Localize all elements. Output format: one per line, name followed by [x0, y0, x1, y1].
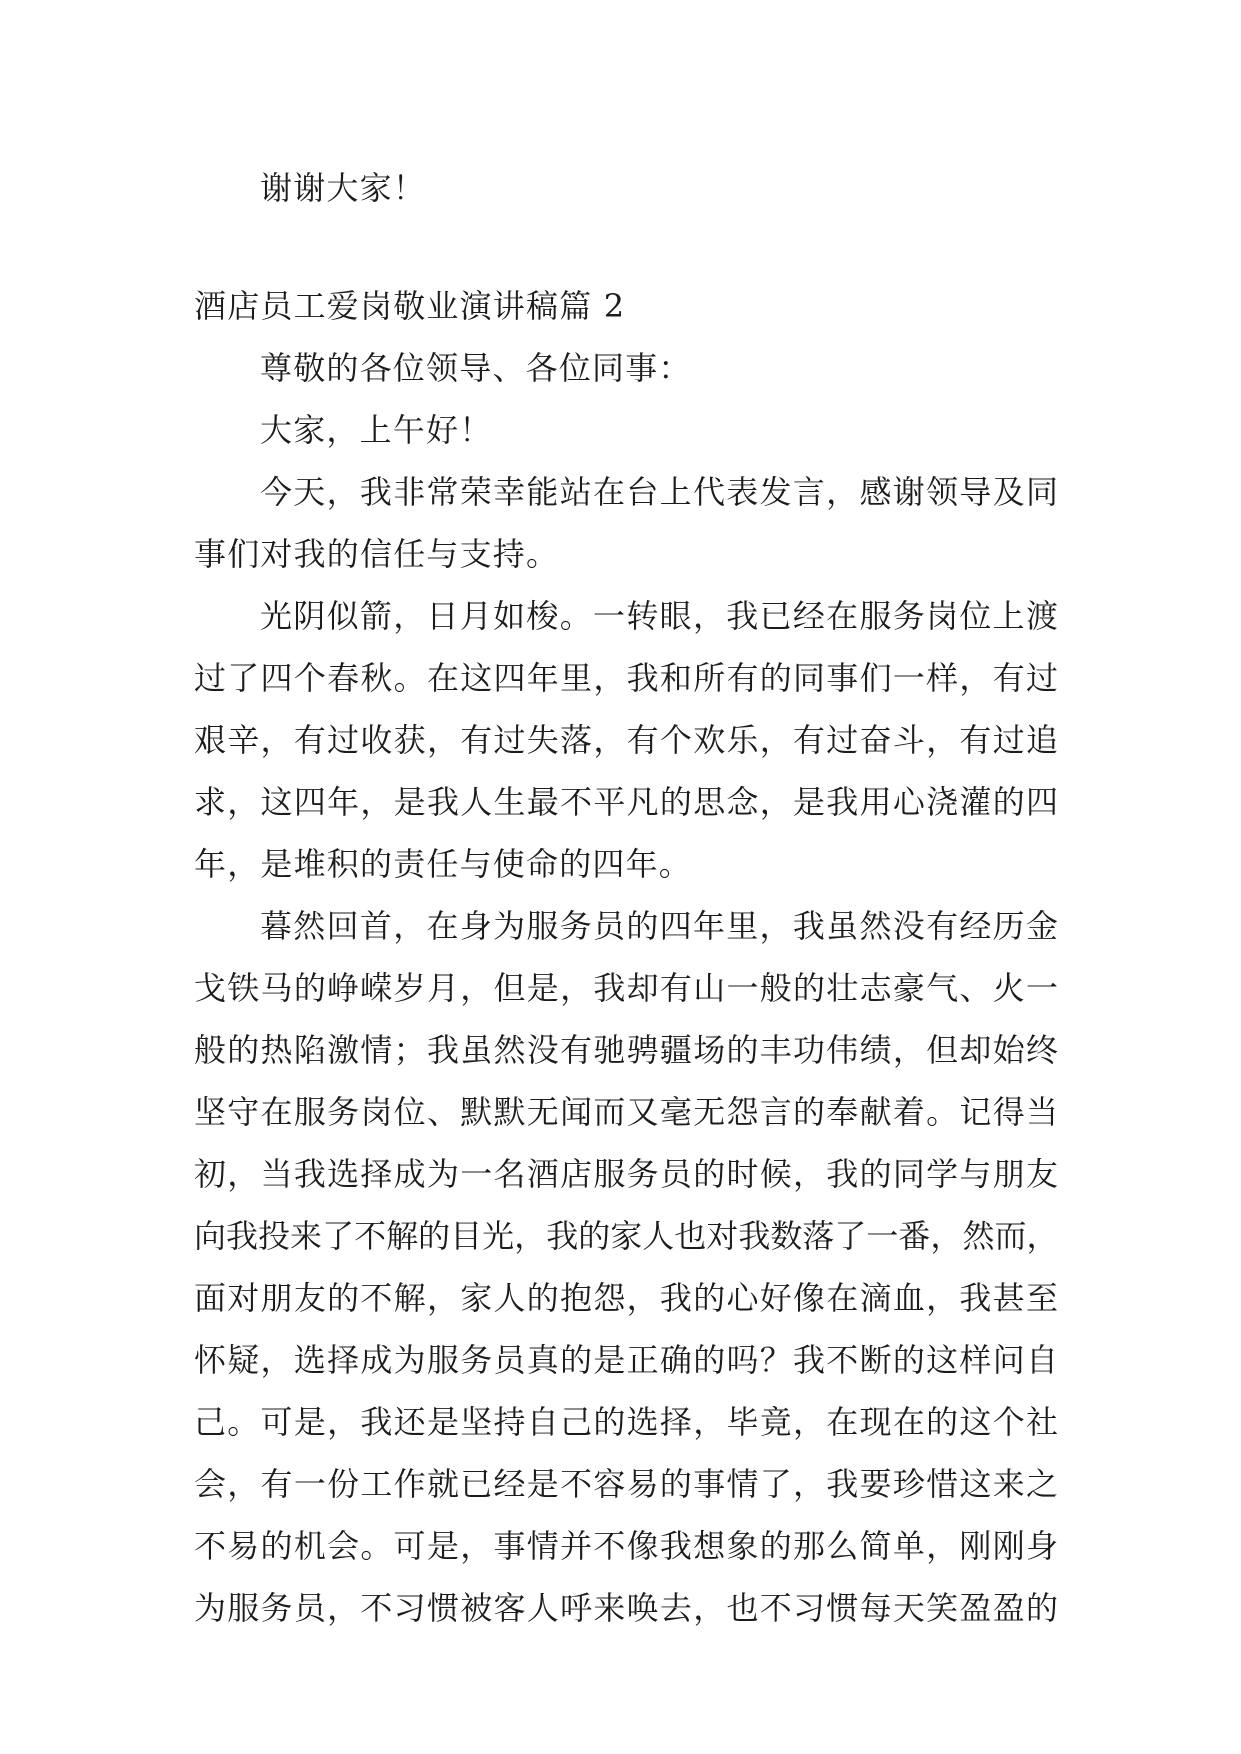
paragraph-line: 暮然回首，在身为服务员的四年里，我虽然没有经历金 — [260, 907, 1058, 945]
section-heading: 酒店员工爱岗敬业演讲稿篇 2 — [194, 287, 626, 325]
paragraph — [194, 399, 1058, 461]
paragraph — [194, 461, 1058, 585]
closing-line: 谢谢大家！ — [260, 169, 427, 207]
paragraph-line: 戈铁马的峥嵘岁月，但是，我却有山一般的壮志豪气、火一 — [194, 969, 1058, 1007]
paragraph-line: 事们对我的信任与支持。 — [194, 535, 560, 573]
paragraph — [194, 337, 1058, 399]
paragraph-line: 艰辛，有过收获，有过失落，有个欢乐，有过奋斗，有过追 — [194, 721, 1058, 759]
paragraph-line: 初，当我选择成为一名酒店服务员的时候，我的同学与朋友 — [194, 1155, 1058, 1193]
paragraph-line: 为服务员，不习惯被客人呼来唤去，也不习惯每天笑盈盈的 — [194, 1589, 1058, 1627]
paragraph-line: 面对朋友的不解，家人的抱怨，我的心好像在滴血，我甚至 — [194, 1279, 1058, 1317]
paragraph-line: 向我投来了不解的目光，我的家人也对我数落了一番，然而， — [194, 1217, 1058, 1255]
paragraph-line: 求，这四年，是我人生最不平凡的思念，是我用心浇灌的四 — [194, 783, 1058, 821]
paragraph-line: 坚守在服务岗位、默默无闻而又毫无怨言的奉献着。记得当 — [194, 1093, 1058, 1131]
paragraph-line: 尊敬的各位领导、各位同事： — [260, 349, 692, 387]
paragraph — [194, 585, 1058, 895]
paragraph-line: 般的热陷激情；我虽然没有驰骋疆场的丰功伟绩，但却始终 — [194, 1031, 1058, 1069]
paragraph-line: 过了四个春秋。在这四年里，我和所有的同事们一样，有过 — [194, 659, 1058, 697]
paragraph-line: 怀疑，选择成为服务员真的是正确的吗？我不断的这样问自 — [194, 1341, 1058, 1379]
paragraph — [194, 895, 1058, 1639]
paragraph-line: 不易的机会。可是，事情并不像我想象的那么简单，刚刚身 — [194, 1527, 1058, 1565]
paragraph-line: 大家，上午好！ — [260, 411, 493, 449]
paragraph-line: 今天，我非常荣幸能站在台上代表发言，感谢领导及同 — [260, 473, 1058, 511]
closing-section — [194, 157, 1058, 219]
paragraph-line: 己。可是，我还是坚持自己的选择，毕竟，在现在的这个社 — [194, 1403, 1058, 1441]
paragraph-line: 光阴似箭，日月如梭。一转眼，我已经在服务岗位上渡 — [260, 597, 1058, 635]
paragraph-line: 会，有一份工作就已经是不容易的事情了，我要珍惜这来之 — [194, 1465, 1058, 1503]
paragraph-line: 年，是堆积的责任与使命的四年。 — [194, 845, 693, 883]
article — [194, 275, 1058, 1639]
